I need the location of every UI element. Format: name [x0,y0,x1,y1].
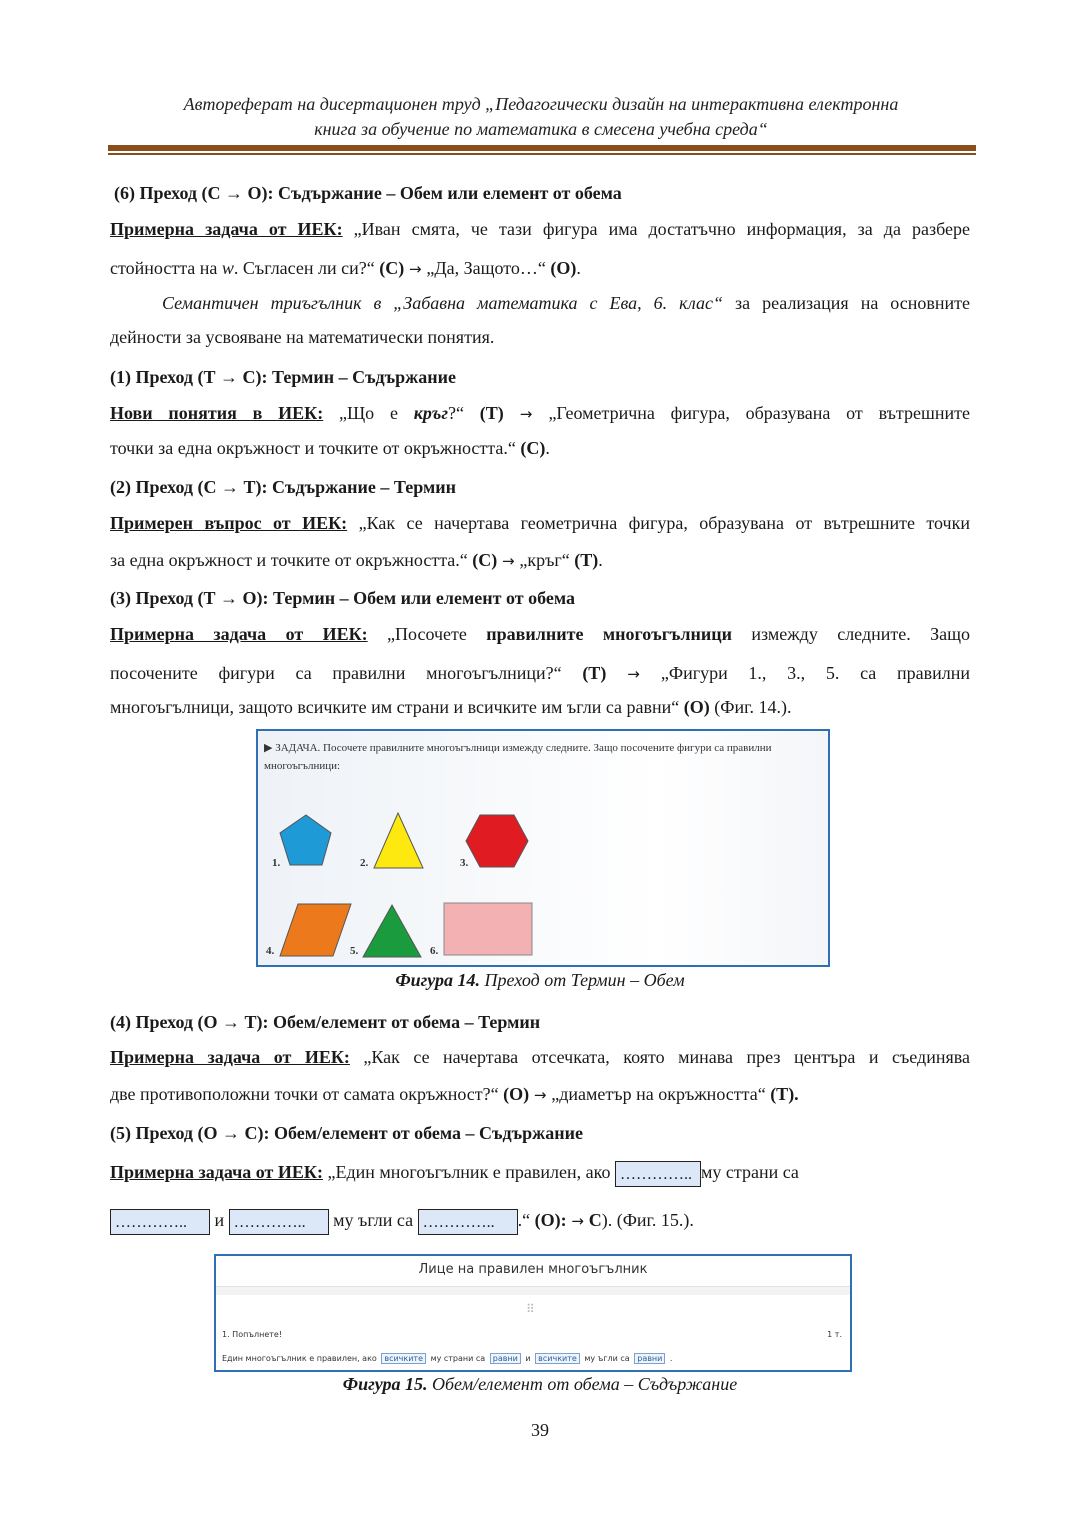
section-4-text-2b: „диаметър на окръжността“ [551,1084,771,1104]
drag-handle-icon[interactable]: ⠿ [526,1302,536,1316]
row-text-b: му страни са [430,1354,486,1363]
figure-14-shapes [258,731,830,967]
figure-14-caption [0,970,1080,991]
shape-label-4: 4. [266,945,275,957]
section-3-text-3a: многоъгълници, защото всичките им страни и всичките им ъгли са равни“ [110,697,684,717]
section-4-text-2: две противоположни точки от самата окръжност?“ [110,1084,504,1104]
tag-t: (Т) [582,663,607,683]
section-3-text-3b: (Фиг. 14.). [709,697,792,717]
question-points: 1 т. [827,1330,842,1339]
tag-t: (Т) [574,550,599,570]
section-4-line-2 [110,1082,970,1107]
tag-o: (О) [503,1084,530,1104]
rectangle-shape [444,903,532,955]
section-3-line-3 [110,695,970,719]
term-circle: кръг [413,403,448,423]
pentagon-shape [280,815,331,865]
header-rule-thick [108,145,976,151]
figure-15 [214,1254,852,1372]
section-2-end: . [598,550,603,570]
section-5-text-2b: му ъгли са [328,1210,418,1230]
section-2-heading: (2) Преход (С → Т): Съдържание – Термин [110,477,456,497]
section-3-label: Примерна задача от ИЕК: [110,624,368,644]
arrow-icon: → [529,1086,552,1104]
header-line-2: книга за обучение по математика в смесена учебна среда“ [314,119,768,139]
section-3-text-1a: „Посочете [367,624,487,644]
parallelogram-shape [280,904,351,956]
answer-field-3[interactable]: всичките [535,1353,580,1364]
row-text-a: Един многоъгълник е правилен, ако [222,1354,377,1363]
tag-o: (О) [550,258,577,278]
section-6-line-1 [110,217,970,241]
variable-w: w [221,258,234,278]
shape-label-2: 2. [360,857,369,869]
section-1-text-1a: „Що е [323,403,414,423]
section-5-text-2d: ). (Фиг. 15.). [601,1210,694,1230]
section-3-line-2 [110,661,970,686]
section-5-text-1: „Един многоъгълник е правилен, ако [322,1162,615,1182]
section-5-text-2c: .“ [517,1210,535,1230]
section-2-text-1: „Как се начертава геометрична фигура, образувана от вътрешните точки [347,513,970,533]
fill-in-row [222,1353,672,1364]
tag-c: С [588,1210,602,1230]
header-line-1: Автореферат на дисертационен труд „Педагогически дизайн на интерактивна електронна [183,94,899,114]
green-triangle-shape [363,905,421,957]
section-6-end: . [576,258,581,278]
page-header [108,92,974,142]
section-5-and: и [210,1210,229,1230]
answer-field-2[interactable]: равни [490,1353,521,1364]
tag-o: (О) [683,697,710,717]
section-3-text-2b: „Фигури 1., 3., 5. са правилни [660,663,970,683]
figure-15-caption-label: Фигура 15. [342,1374,428,1394]
section-5-text-1b: му страни са [700,1162,799,1182]
figure-14-caption-text: Преход от Термин – Обем [480,970,685,990]
section-4-line-1 [110,1045,970,1069]
tag-t: (Т) [479,403,504,423]
section-1-label: Нови понятия в ИЕК: [110,403,324,423]
section-3-text-1b: измежду следните. Защо [731,624,970,644]
blank-field-2[interactable]: ………….. [110,1209,210,1235]
arrow-icon: → [566,1212,589,1230]
section-6-text-2c: „Да, Защото…“ [426,258,551,278]
tag-o: (О): [534,1210,567,1230]
blank-field-1[interactable]: ………….. [615,1161,701,1187]
answer-field-4[interactable]: равни [634,1353,665,1364]
tag-c: (С) [472,550,498,570]
figure-14 [256,729,830,967]
section-1-text-1b: ?“ [447,403,480,423]
section-3-line-1 [110,622,970,646]
section-4-label: Примерна задача от ИЕК: [110,1047,350,1067]
header-rule-thin [108,153,976,155]
page-number: 39 [531,1420,549,1440]
shape-label-1: 1. [272,857,281,869]
shape-label-3: 3. [460,857,469,869]
shape-label-6: 6. [430,945,439,957]
section-1-text-1c: „Геометрична фигура, образувана от вътрешните [548,403,970,423]
section-3-heading: (3) Преход (Т → О): Термин – Обем или елемент от обема [110,588,575,608]
section-4-heading: (4) Преход (О → Т): Обем/елемент от обема – Термин [110,1012,541,1032]
intro-italic: Семантичен триъгълник в „Забавна математика с Ева, 6. клас“ [162,293,723,313]
section-2-line-2 [110,548,970,573]
section-5-line-1 [110,1160,970,1187]
section-6-text-2b: . Съгласен ли си?“ [233,258,380,278]
figure-15-caption [0,1374,1080,1395]
section-5-heading: (5) Преход (О → С): Обем/елемент от обема – Съдържание [110,1123,583,1143]
section-6-text-2a: стойността на [110,258,222,278]
figure-15-title: Лице на правилен многоъгълник [216,1256,850,1287]
figure-15-band [216,1287,850,1295]
section-1-line-1 [110,401,970,426]
section-3-text-2a: посочените фигури са правилни многоъгълници?“ [110,663,583,683]
section-6-label: Примерна задача от ИЕК: [110,219,343,239]
shape-label-5: 5. [350,945,359,957]
blank-field-4[interactable]: ………….. [418,1209,518,1235]
blank-field-3[interactable]: ………….. [229,1209,329,1235]
section-2-text-2b: „кръг“ [519,550,575,570]
tag-t: (Т). [770,1084,799,1104]
arrow-icon: → [497,552,520,570]
section-6-text-1: „Иван смята, че тази фигура има достатъчно информация, за да разбере [342,219,970,239]
row-text-d: му ъгли са [584,1354,630,1363]
row-text-c: и [525,1354,531,1363]
section-6-heading: (6) Преход (С → О): Съдържание – Обем или елемент от обема [114,183,622,203]
section-1-line-2 [110,436,970,460]
arrow-icon: → [404,260,427,278]
intro-rest: за реализация на основните [723,293,971,313]
section-1-heading: (1) Преход (Т → С): Термин – Съдържание [110,367,456,387]
section-1-text-2: точки за една окръжност и точките от окръжността.“ [110,438,521,458]
section-6-line-2 [110,256,970,281]
row-text-e: . [669,1354,673,1363]
figure-14-caption-label: Фигура 14. [395,970,481,990]
section-2-label: Примерен въпрос от ИЕК: [110,513,348,533]
tag-c: (С) [520,438,546,458]
intro-line-1 [162,291,970,315]
section-2-line-1 [110,511,970,535]
section-4-text-1: „Как се начертава отсечката, която минава през центъра и съединява [349,1047,970,1067]
triangle-shape [374,813,423,868]
intro-line-2: дейности за усвояване на математически понятия. [110,327,495,347]
answer-field-1[interactable]: всичките [381,1353,426,1364]
section-1-end: . [545,438,550,458]
figure-14-task: ▶ ЗАДАЧА. Посочете правилните многоъгълници измежду следните. Защо посочените фигури са правилни многоъгълници: [264,742,772,772]
arrow-icon: → [503,405,549,423]
section-2-text-2: за една окръжност и точките от окръжността.“ [110,550,473,570]
arrow-icon: → [606,665,661,683]
hexagon-shape [466,815,528,867]
question-label: 1. Попълнете! [222,1330,283,1339]
section-5-line-2 [110,1208,970,1235]
figure-15-caption-text: Обем/елемент от обема – Съдържание [427,1374,738,1394]
tag-c: (С) [379,258,405,278]
section-3-bold: правилните многоъгълници [486,624,732,644]
section-5-label: Примерна задача от ИЕК: [110,1162,323,1182]
